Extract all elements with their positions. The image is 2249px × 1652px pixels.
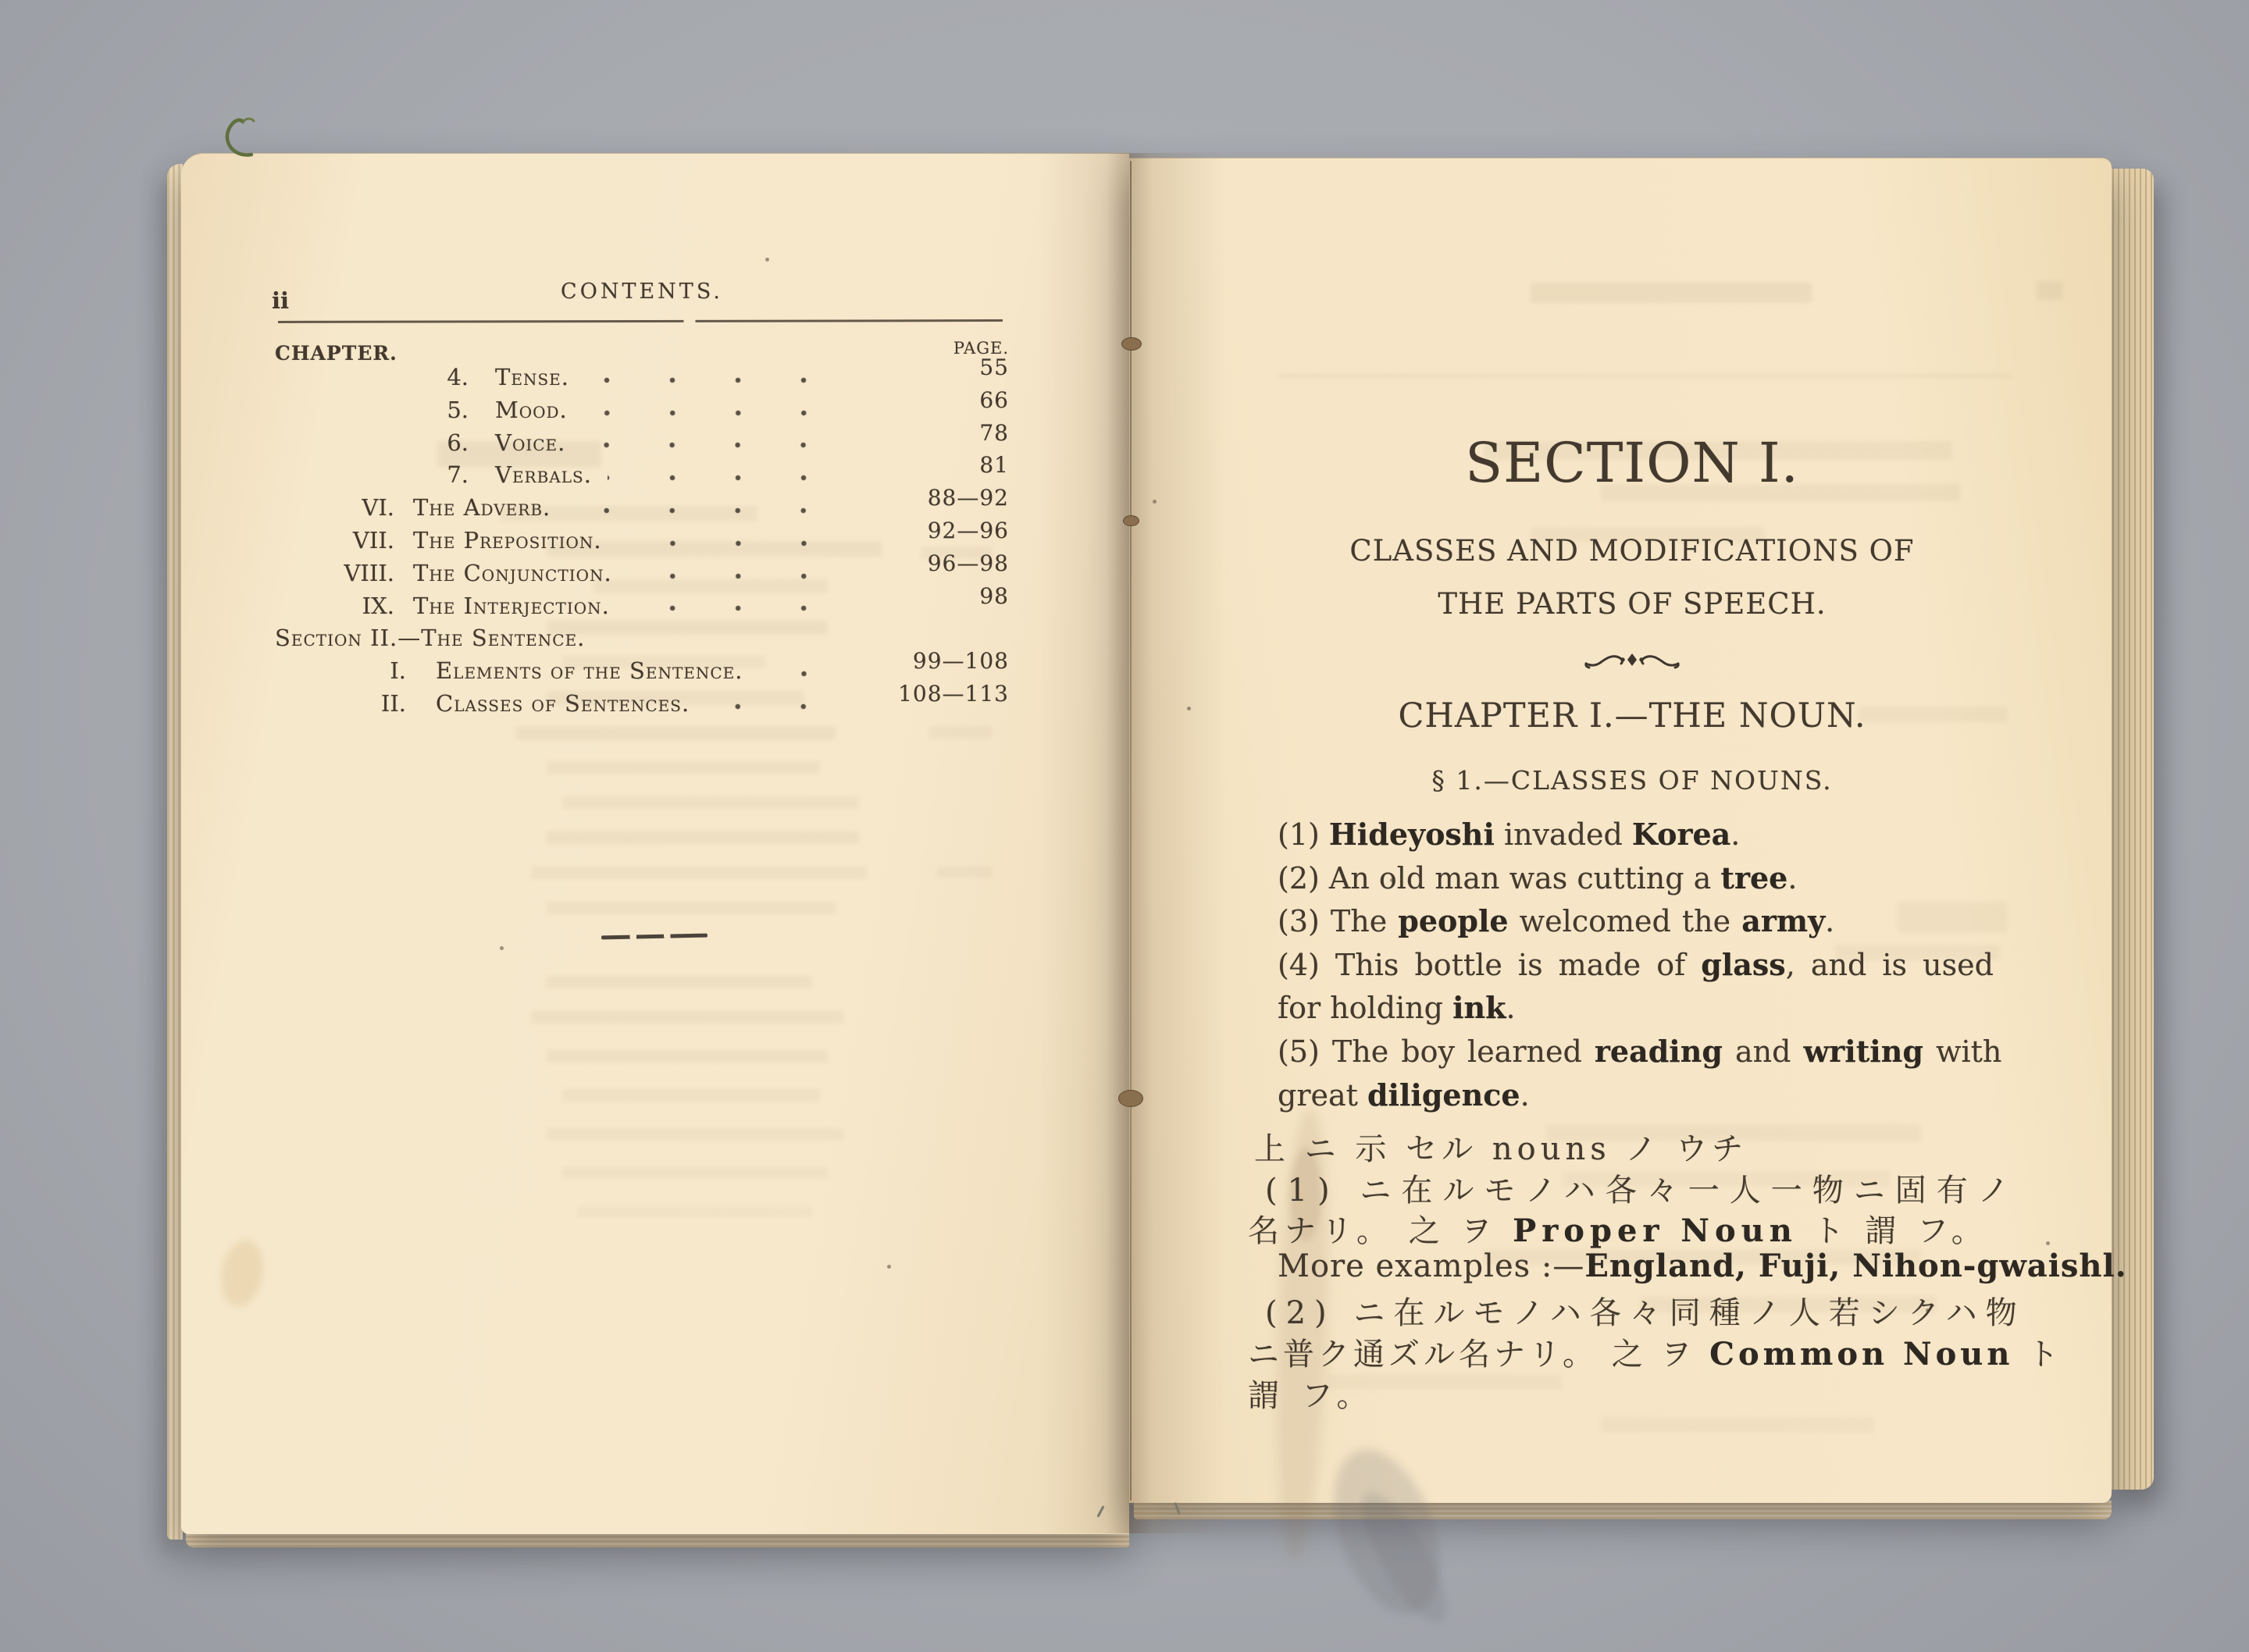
bold-term: army bbox=[1741, 903, 1826, 939]
toc-entry-number: VII. bbox=[352, 526, 394, 554]
toc-entry-page: 92—96 bbox=[927, 517, 1009, 543]
toc-entry-page: 108—113 bbox=[898, 680, 1009, 707]
toc-leader-dots bbox=[626, 604, 865, 612]
bold-term: glass bbox=[1701, 946, 1786, 982]
right-page-bottom-edges bbox=[1134, 1501, 2112, 1519]
bold-term: reading bbox=[1594, 1033, 1723, 1069]
text-run: and bbox=[1722, 1034, 1804, 1069]
text-run: , and is used bbox=[1785, 947, 1994, 982]
toc-leader-dots bbox=[608, 474, 865, 482]
paper-speck bbox=[500, 946, 504, 950]
bold-term: ink bbox=[1452, 990, 1506, 1026]
toc-entry-label: The Preposition. bbox=[413, 526, 602, 554]
toc-leader-dots bbox=[581, 441, 865, 449]
example-line bbox=[1278, 1034, 2007, 1077]
text-run: 上 ニ 示 セル nouns ノ ウチ bbox=[1254, 1131, 1748, 1167]
stitch-knot bbox=[1123, 515, 1139, 526]
toc-leader-dots bbox=[628, 572, 865, 580]
toc-entry-number: VIII. bbox=[344, 559, 394, 586]
example-line bbox=[1278, 947, 2007, 991]
text-run: . bbox=[1730, 817, 1741, 852]
toc-entry-number: 5. bbox=[447, 396, 469, 423]
toc-leader-dots bbox=[618, 539, 865, 547]
text-run: (1) ニ在ルモノハ各々一人一物ニ固有ノ bbox=[1265, 1172, 2019, 1209]
page-number: ii bbox=[272, 287, 290, 314]
bold-term: Proper Noun bbox=[1513, 1212, 1798, 1250]
toc-entry-label: Verbals. bbox=[495, 461, 592, 489]
commentary-line bbox=[1248, 1330, 2063, 1373]
bold-term: diligence bbox=[1367, 1077, 1520, 1113]
paper-speck bbox=[887, 1265, 891, 1269]
chapter-heading: CHAPTER I.—THE NOUN. bbox=[1398, 696, 1866, 735]
toc-entry-number: IX. bbox=[362, 592, 394, 619]
japanese-commentary bbox=[1248, 1124, 2127, 1414]
toc-entry-page: 66 bbox=[979, 386, 1009, 413]
text-run: . bbox=[1787, 860, 1798, 895]
bold-term: England, Fuji, Nihon-gwaishl. bbox=[1584, 1247, 2127, 1284]
running-head: CONTENTS. bbox=[561, 279, 723, 304]
example-line bbox=[1278, 1077, 2007, 1121]
toc-entry-page: 96—98 bbox=[927, 550, 1009, 576]
toc-entry-page: 99—108 bbox=[912, 648, 1009, 675]
text-run: ト bbox=[2013, 1336, 2063, 1373]
toc-entry-label: Mood. bbox=[495, 396, 568, 423]
section-subtitle-line2: THE PARTS OF SPEECH. bbox=[1438, 587, 1827, 621]
text-run: welcomed the bbox=[1508, 904, 1742, 939]
text-run: 謂 フ。 bbox=[1248, 1377, 1374, 1414]
text-run: (2) An old man was cutting a bbox=[1278, 860, 1721, 895]
stitch-knot bbox=[1121, 337, 1142, 351]
chapter-column-label: CHAPTER. bbox=[275, 342, 397, 365]
toc-entry-page: 55 bbox=[979, 354, 1009, 380]
toc-entry-number: I. bbox=[390, 657, 406, 685]
commentary-line bbox=[1248, 1371, 2013, 1412]
bold-term: Common Noun bbox=[1709, 1335, 2014, 1373]
text-run: invaded bbox=[1494, 817, 1632, 852]
example-line bbox=[1278, 990, 2007, 1034]
toc-entry-number: 6. bbox=[447, 429, 469, 456]
commentary-line bbox=[1248, 1166, 2019, 1209]
toc-leader-dots bbox=[566, 507, 865, 514]
commentary-line bbox=[1248, 1206, 2013, 1248]
text-run: (1) bbox=[1278, 817, 1329, 852]
left-page-edge-stack bbox=[167, 164, 183, 1540]
text-run: ニ普ク通ズル名ナリ。 之 ヲ bbox=[1248, 1336, 1710, 1373]
toc-entry-page: 98 bbox=[979, 582, 1009, 609]
bold-term: people bbox=[1398, 903, 1509, 939]
text-run: . bbox=[1506, 991, 1516, 1026]
toc-entry-page: 88—92 bbox=[927, 485, 1009, 511]
example-line bbox=[1278, 903, 2007, 947]
text-run: 名ナリ。 之 ヲ bbox=[1248, 1213, 1513, 1250]
divider-ornament-icon bbox=[1584, 648, 1681, 671]
toc-entry-label: The Adverb. bbox=[413, 494, 551, 522]
paper-speck bbox=[1153, 500, 1157, 504]
binding-thread bbox=[1130, 161, 1132, 1501]
section-title: SECTION I. bbox=[1465, 431, 1799, 495]
toc-row bbox=[275, 582, 1009, 625]
toc-entry-number: 4. bbox=[447, 364, 469, 390]
toc-leader-dots bbox=[759, 670, 865, 678]
text-run: with bbox=[1923, 1034, 2002, 1069]
section-subtitle-line1: CLASSES AND MODIFICATIONS OF bbox=[1349, 534, 1915, 568]
right-fore-edge bbox=[2108, 169, 2154, 1490]
toc-entry-label: Voice. bbox=[495, 429, 566, 456]
text-run: More examples :— bbox=[1278, 1248, 1585, 1284]
paragraph-heading: § 1.—CLASSES OF NOUNS. bbox=[1431, 765, 1833, 796]
toc-entry-number: VI. bbox=[362, 494, 394, 522]
table-of-contents bbox=[275, 354, 1009, 723]
bold-term: Hideyoshi bbox=[1328, 817, 1495, 852]
commentary-line bbox=[1248, 1124, 2013, 1166]
paper-speck bbox=[2046, 1241, 2050, 1245]
text-run: ト 謂 フ。 bbox=[1797, 1213, 1988, 1250]
paper-speck bbox=[1187, 707, 1191, 710]
commentary-line bbox=[1248, 1247, 2127, 1289]
stitch-knot bbox=[1118, 1090, 1143, 1107]
text-run: for holding bbox=[1278, 991, 1453, 1026]
text-run: (3) The bbox=[1278, 904, 1399, 939]
text-run: (2) ニ在ルモノハ各々同種ノ人若シクハ物 bbox=[1265, 1295, 2026, 1332]
example-sentences bbox=[1278, 817, 2007, 1120]
example-line bbox=[1278, 817, 2007, 860]
toc-entry-label: Elements of the Sentence. bbox=[436, 657, 743, 685]
toc-entry-number: II. bbox=[380, 689, 406, 717]
toc-leader-dots bbox=[585, 376, 865, 384]
paper-speck bbox=[765, 258, 769, 262]
green-thread bbox=[205, 98, 275, 169]
toc-entry-page: 81 bbox=[979, 452, 1009, 479]
text-run: . bbox=[1825, 904, 1835, 939]
page-column-label: PAGE. bbox=[953, 339, 1009, 358]
toc-entry-label: The Interjection. bbox=[413, 592, 610, 619]
toc-leader-dots bbox=[705, 703, 865, 710]
toc-leader-dots bbox=[583, 409, 865, 417]
toc-entry-label: Classes of Sentences. bbox=[436, 689, 690, 717]
bold-term: Korea bbox=[1631, 817, 1731, 852]
text-run: (5) The boy learned bbox=[1278, 1034, 1595, 1069]
toc-entry-label: Section II.—The Sentence. bbox=[275, 625, 586, 652]
toc-row bbox=[275, 680, 1009, 723]
toc-entry-page: 78 bbox=[979, 419, 1009, 446]
toc-entry-label: Tense. bbox=[495, 364, 569, 390]
text-run: (4) This bottle is made of bbox=[1278, 947, 1702, 982]
toc-entry-label: The Conjunction. bbox=[413, 559, 612, 586]
left-page-bottom-edges bbox=[186, 1532, 1129, 1547]
bold-term: tree bbox=[1720, 860, 1788, 895]
text-run: . bbox=[1520, 1077, 1530, 1113]
commentary-line bbox=[1248, 1288, 2026, 1332]
example-line bbox=[1278, 860, 2007, 904]
text-run: great bbox=[1278, 1077, 1367, 1113]
bold-term: writing bbox=[1803, 1033, 1923, 1069]
toc-entry-number: 7. bbox=[447, 461, 469, 489]
